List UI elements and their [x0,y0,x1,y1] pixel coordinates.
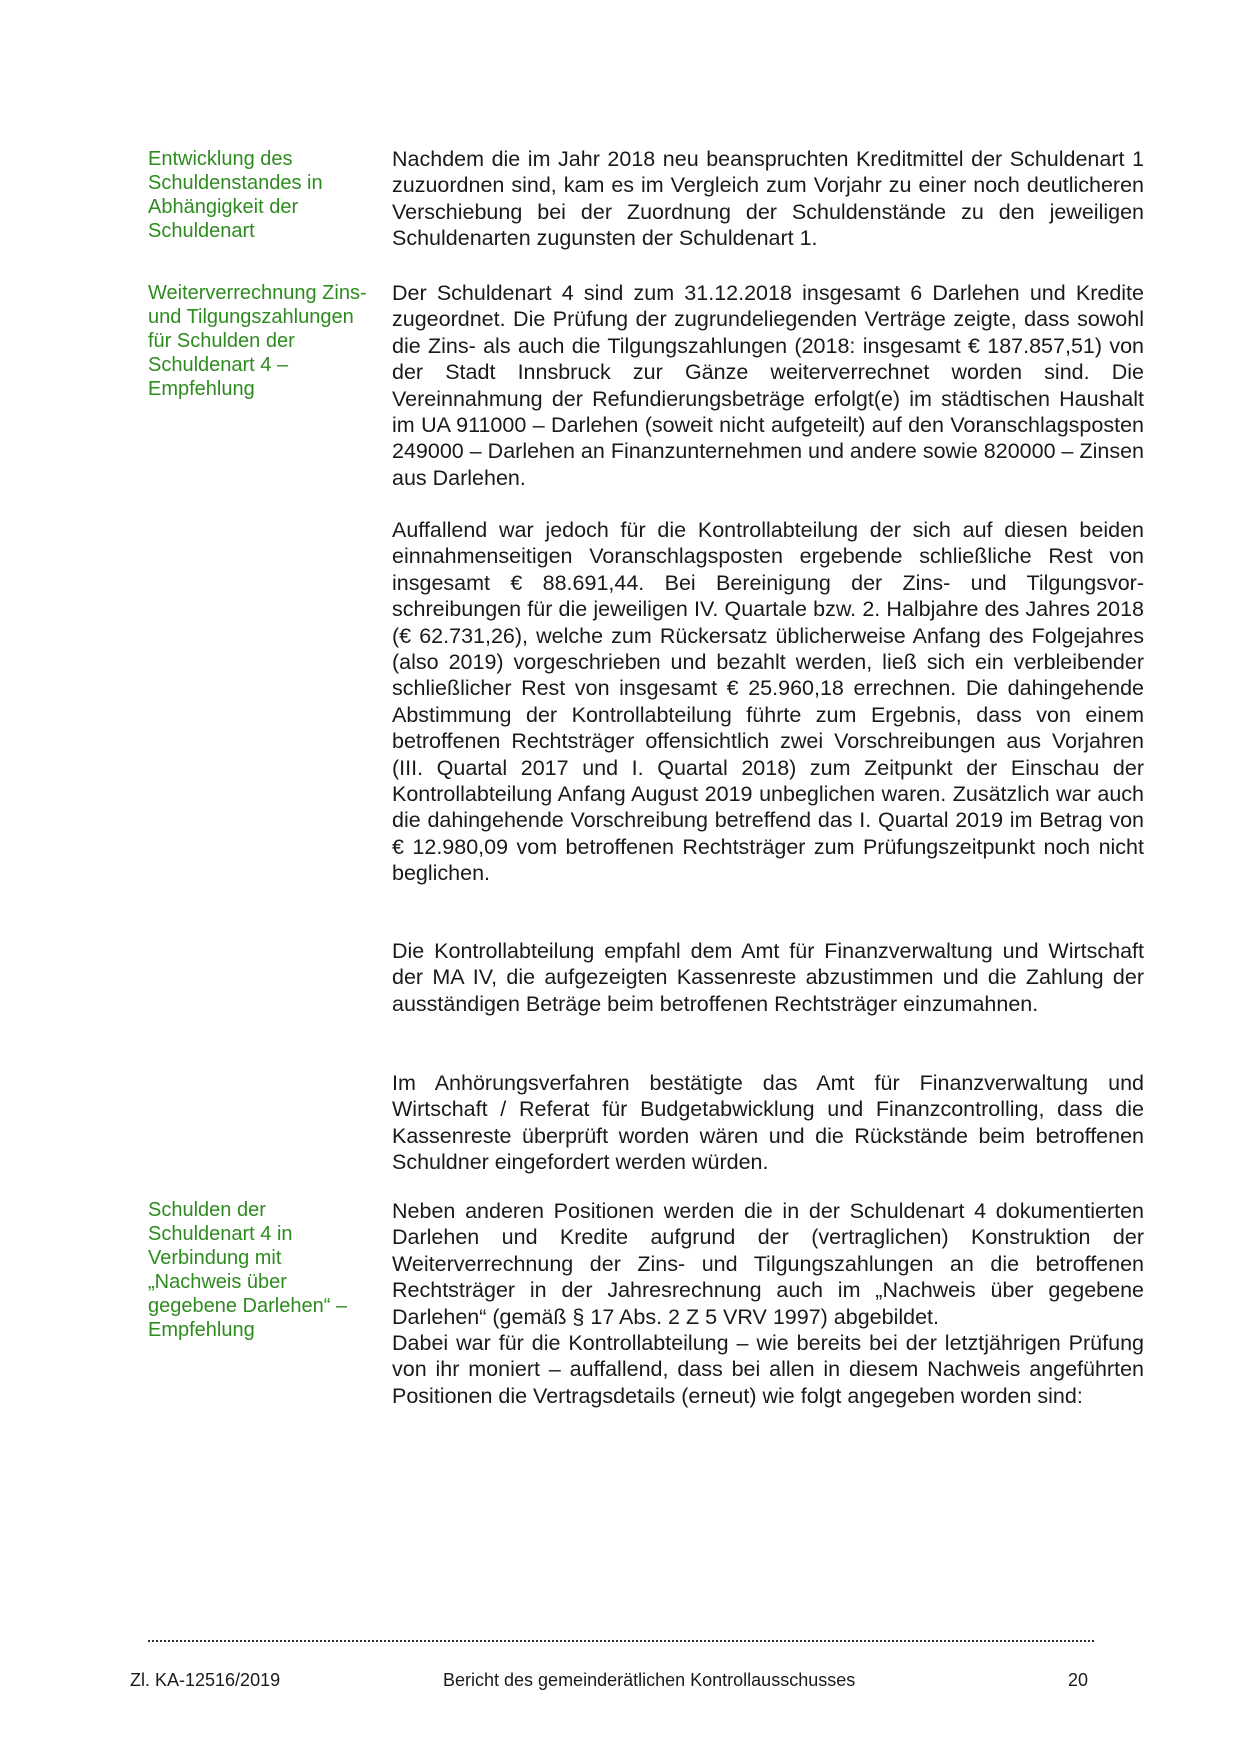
paragraph-6: Neben anderen Positionen werden die in der Schuldenart 4 dokumentierten Darlehen und Kredite aufgrund der (vertraglichen) Konstruktion der Weiterverrechnung der Zins- und Tilgungszahlungen an die betroffenen Rechtsträger in der Jahresrechnung auch im „Nachweis über gegebene Darlehen“ (gemäß § 17 Abs. 2 Z 5 VRV 1997) abgebildet. [392,1199,1144,1329]
paragraph-3: Auffallend war jedoch für die Kontrollabteilung der sich auf diesen beiden einnahmenseitigen Voranschlagsposten ergebende schließliche Rest von insgesamt € 88.691,44. Bei Bereinigung der Zins- und Tilgungsvorschreibungen für die jeweiligen IV. Quartale bzw. 2. Halbjahre des Jahres 2018 (€ 62.731,26), welche zum Rückersatz üblicherweise Anfang des Folgejahres (also 2019) vorgeschrieben und bezahlt werden, ließ sich ein verbleibender schließlicher Rest von insgesamt € 25.960,18 errechnen. Die dahingehende Abstimmung der Kontrollabteilung führte zum Ergebnis, dass von einem betroffenen Rechtsträger offensichtlich zwei Vorschreibungen aus Vorjahren (III. Quartal 2017 und I. Quartal 2018) zum Zeitpunkt der Einschau der Kontrollabteilung Anfang August 2019 unbeglichen waren. Zusätzlich war auch die dahingehende Vorschreibung betreffend das I. Quartal 2019 im Betrag von € 12.980,09 vom betroffenen Rechtsträger zum Prüfungszeitpunkt noch nicht beglichen. [392,518,1144,886]
margin-note-schuldenstand: Entwicklung des Schuldenstandes in Abhängigkeit der Schuldenart [148,148,323,242]
footer-reference: Zl. KA-12516/2019 [130,1670,281,1690]
footer-title: Bericht des gemeinderätlichen Kontrollausschusses [443,1670,856,1690]
paragraph-2: Der Schuldenart 4 sind zum 31.12.2018 insgesamt 6 Darlehen und Kredite zugeordnet. Die Prüfung der zugrundeliegenden Verträge zeigte, dass sowohl die Zins- als auch die Tilgungszahlungen (2018: insgesamt € 187.857,51) von der Stadt Innsbruck zur Gänze weiterverrechnet worden sind. Die Vereinnahmung der Refundierungsbeträge erfolgt(e) im städtischen Haushalt im UA 911000 – Darlehen (soweit nicht aufgeteilt) auf den Voranschlagsposten 249000 – Darlehen an Finanzunternehmen und andere sowie 820000 – Zinsen aus Darlehen. [392,281,1144,490]
paragraph-7: Dabei war für die Kontrollabteilung – wie bereits bei der letztjährigen Prüfung von ihr moniert – auffallend, dass bei allen in diesem Nachweis angeführten Positionen die Vertragsdetails (erneut) wie folgt angegeben worden sind: [392,1331,1144,1408]
paragraph-4: Die Kontrollabteilung empfahl dem Amt für Finanzverwaltung und Wirtschaft der MA IV, die aufgezeigten Kassenreste abzustimmen und die Zahlung der ausständigen Beträge beim betroffenen Rechtsträger einzumahnen. [392,939,1144,1016]
paragraph-1: Nachdem die im Jahr 2018 neu beanspruchten Kreditmittel der Schuldenart 1 zuzuordnen sind, kam es im Vergleich zum Vorjahr zu einer noch deutlicheren Verschiebung bei der Zuordnung der Schuldenstände zu den jeweiligen Schuldenarten zugunsten der Schuldenart 1. [392,147,1144,251]
margin-note-weiterverrechnung: Weiterverrechnung Zins- und Tilgungszahlungen für Schulden der Schuldenart 4 – Empfehlung [148,282,367,400]
margin-note-nachweis-darlehen: Schulden der Schuldenart 4 in Verbindung mit „Nachweis über gegebene Darlehen“ – Empfehlung [148,1199,348,1341]
footer-divider [148,1640,1094,1642]
paragraph-5: Im Anhörungsverfahren bestätigte das Amt für Finanzverwaltung und Wirtschaft / Referat für Budgetabwicklung und Finanzcontrolling, dass die Kassenreste überprüft worden wären und die Rückstände beim betroffenen Schuldner eingefordert werden würden. [392,1071,1144,1175]
page-number: 20 [1068,1670,1089,1690]
